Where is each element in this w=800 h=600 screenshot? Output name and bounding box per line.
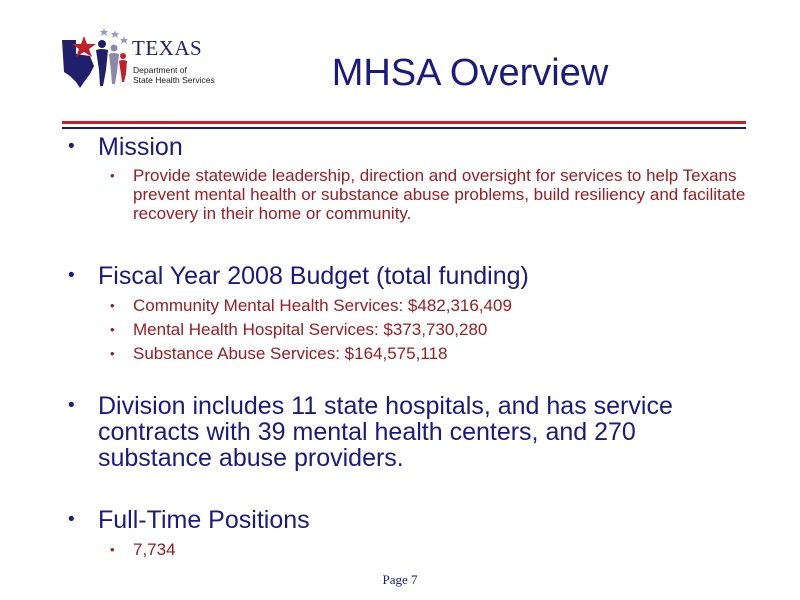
bullet-icon: • xyxy=(68,509,75,530)
sub-bullet-text: 7,734 xyxy=(133,540,176,559)
bullet-positions xyxy=(66,507,746,533)
bullet-budget xyxy=(66,263,746,289)
section-division xyxy=(66,393,746,471)
logo-texas-text: TEXAS xyxy=(132,36,203,60)
bullet-text: Division includes 11 state hospitals, and has service contracts with 39 mental health centers, and 270 substance abuse providers. xyxy=(98,392,673,472)
texas-star-people-icon xyxy=(60,26,132,92)
sub-bullet-hospital xyxy=(66,320,746,339)
sub-bullet-text: Substance Abuse Services: $164,575,118 xyxy=(133,344,448,363)
sub-bullet-positions-count xyxy=(66,540,746,559)
slide-title: MHSA Overview xyxy=(331,52,609,94)
slide-body xyxy=(66,134,746,559)
bullet-text: Full-Time Positions xyxy=(98,506,310,534)
bullet-text: Fiscal Year 2008 Budget (total funding) xyxy=(98,262,529,290)
bullet-icon: • xyxy=(68,265,75,286)
logo-department-line2: State Health Services xyxy=(133,75,215,85)
sub-bullet-icon: • xyxy=(110,346,115,361)
sub-bullet-text: Provide statewide leadership, direction and oversight for services to help Texans prevent mental health or substance abuse problems, build resiliency and facilitate recovery in their home or community. xyxy=(133,166,746,223)
logo-department-text xyxy=(133,65,215,85)
title-rule-navy xyxy=(62,127,746,129)
sub-bullet-mission-statement xyxy=(66,166,746,223)
bullet-division xyxy=(66,393,746,471)
bullet-icon: • xyxy=(68,136,75,157)
sub-bullet-text: Mental Health Hospital Services: $373,730,280 xyxy=(133,320,488,339)
dshs-logo xyxy=(60,26,235,92)
bullet-icon: • xyxy=(68,395,75,416)
sub-bullet-icon: • xyxy=(110,168,115,183)
sub-bullet-community xyxy=(66,296,746,315)
section-positions xyxy=(66,507,746,559)
bullet-text: Mission xyxy=(98,133,183,161)
sub-bullet-icon: • xyxy=(110,298,115,313)
sub-bullet-icon: • xyxy=(110,542,115,557)
sub-bullet-text: Community Mental Health Services: $482,316,409 xyxy=(133,296,512,315)
page-number: Page 7 xyxy=(382,572,418,587)
bullet-mission xyxy=(66,134,746,160)
logo-department-line1: Department of xyxy=(133,65,187,75)
sub-bullet-substance xyxy=(66,344,746,363)
title-rule-red xyxy=(62,121,746,124)
section-mission xyxy=(66,134,746,223)
section-budget xyxy=(66,263,746,363)
sub-bullet-icon: • xyxy=(110,322,115,337)
